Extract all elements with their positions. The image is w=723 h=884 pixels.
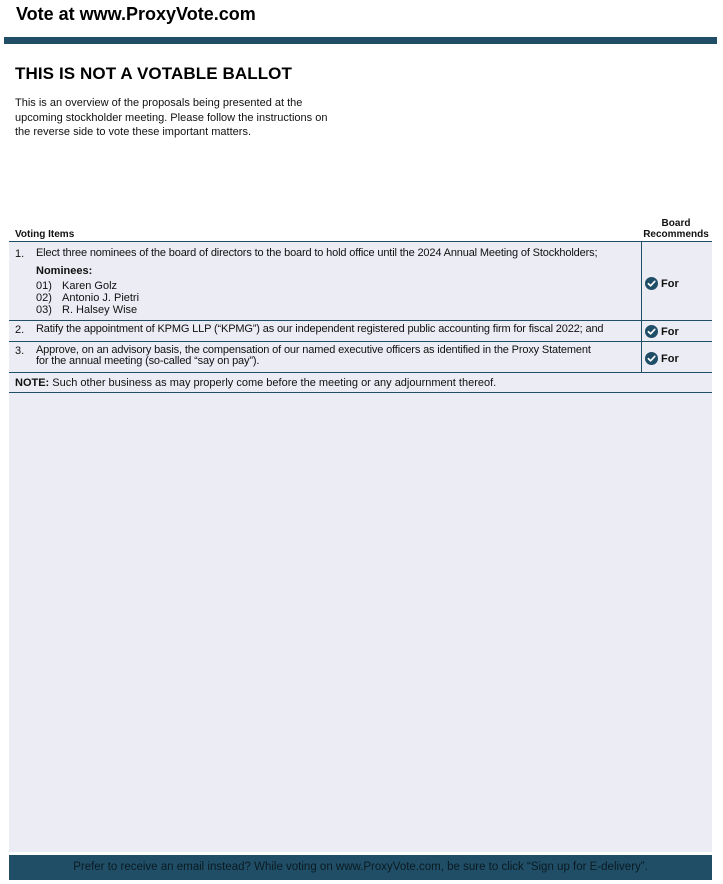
recommendation-label: For <box>661 352 679 365</box>
board-header-line: Recommends <box>643 229 709 240</box>
recommendation-label: For <box>661 277 679 290</box>
check-circle-icon <box>645 277 658 290</box>
intro-line: upcoming stockholder meeting. Please follow the instructions on <box>15 111 328 124</box>
check-circle-icon <box>645 325 658 338</box>
column-divider <box>641 241 642 321</box>
ballot-heading: THIS IS NOT A VOTABLE BALLOT <box>15 64 292 83</box>
item-number: 2. <box>15 324 25 336</box>
board-recommends-header <box>640 218 712 240</box>
board-recommendation <box>645 352 679 365</box>
nominee-number: 01) <box>36 280 52 292</box>
check-circle-icon <box>645 352 658 365</box>
recommendation-label: For <box>661 325 679 338</box>
edelivery-footer: Prefer to receive an email instead? While voting on www.ProxyVote.com, be sure to click “Sign up for E-delivery”. <box>9 855 712 880</box>
nominee <box>36 280 117 292</box>
nominees-label: Nominees: <box>36 265 93 277</box>
board-recommendation <box>645 325 679 338</box>
column-divider <box>641 342 642 373</box>
nominee-number: 03) <box>36 304 52 316</box>
board-header-line: Board <box>661 218 691 229</box>
intro-line: This is an overview of the proposals being presented at the <box>15 97 303 109</box>
nominee-name: R. Halsey Wise <box>62 304 138 316</box>
item-number: 1. <box>15 248 25 260</box>
board-recommendation <box>645 277 679 290</box>
column-divider <box>641 321 642 342</box>
nominee <box>36 292 139 304</box>
item-text: Ratify the appointment of KPMG LLP (“KPMG”) as our independent registered public accounting firm for fiscal 2022; and <box>36 323 604 335</box>
ballot-intro <box>15 96 360 140</box>
note-label: NOTE: <box>15 377 50 389</box>
note <box>15 377 496 389</box>
site-title: Vote at www.ProxyVote.com <box>16 4 256 24</box>
header-divider-bar <box>4 37 717 44</box>
item-text: Elect three nominees of the board of directors to the board to hold office until the 2024 Annual Meeting of Stockholders; <box>36 247 598 259</box>
note-text: Such other business as may properly come before the meeting or any adjournment thereof. <box>49 377 497 389</box>
nominee-name: Karen Golz <box>62 280 118 292</box>
item-text-line: Approve, on an advisory basis, the compensation of our named executive officers as identified in the Proxy Statement <box>36 344 591 356</box>
item-text <box>36 345 638 367</box>
nominee <box>36 304 137 316</box>
item-number: 3. <box>15 345 25 357</box>
voting-items-header: Voting Items <box>15 229 75 240</box>
item-text-line: for the annual meeting (so-called “say on pay”). <box>36 355 260 367</box>
nominee-name: Antonio J. Pietri <box>62 292 140 304</box>
intro-line: the reverse side to vote these important matters. <box>15 126 252 138</box>
nominee-number: 02) <box>36 292 52 304</box>
